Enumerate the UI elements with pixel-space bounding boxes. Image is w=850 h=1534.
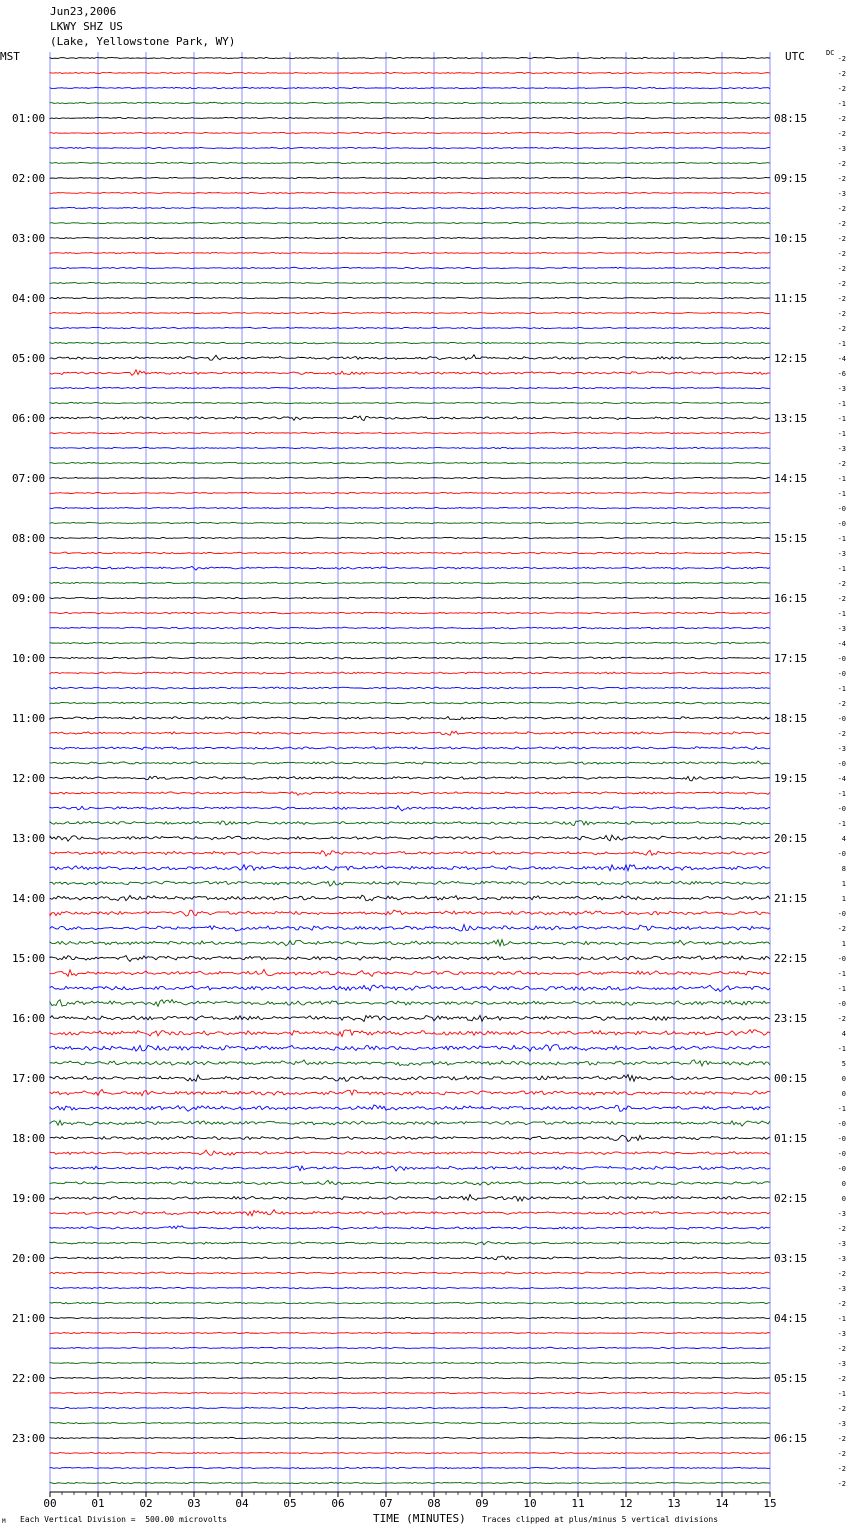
left-hour-label: 05:00 <box>12 352 46 365</box>
dc-offset-value: -2 <box>837 205 846 213</box>
x-tick-label: 08 <box>427 1497 441 1510</box>
dc-offset-value: -2 <box>837 310 846 318</box>
dc-offset-value: -2 <box>837 280 846 288</box>
left-hour-label: 22:00 <box>12 1372 46 1385</box>
dc-offset-value: -4 <box>837 775 846 783</box>
dc-offset-value: 0 <box>841 1090 846 1098</box>
left-hour-label: 16:00 <box>12 1012 46 1025</box>
left-hour-label: 18:00 <box>12 1132 46 1145</box>
trace-line <box>50 761 770 764</box>
x-tick-label: 00 <box>43 1497 57 1510</box>
trace-line <box>50 1317 770 1318</box>
dc-offset-value: -1 <box>837 340 846 348</box>
left-hour-label: 14:00 <box>12 892 46 905</box>
chart-date: Jun23,2006 <box>50 5 117 18</box>
dc-offset-value: -2 <box>837 295 846 303</box>
dc-offset-value: -2 <box>837 460 846 468</box>
dc-offset-value: -2 <box>837 1300 846 1308</box>
trace-line <box>50 1362 770 1363</box>
trace-line <box>50 1377 770 1378</box>
dc-offset-value: -3 <box>837 745 846 753</box>
trace-line <box>50 462 770 463</box>
trace-line <box>50 776 770 780</box>
left-hour-label: 03:00 <box>12 232 46 245</box>
x-tick-label: 13 <box>667 1497 681 1510</box>
trace-line <box>50 1226 770 1229</box>
trace-line <box>50 1452 770 1453</box>
right-hour-label: 05:15 <box>774 1372 808 1385</box>
trace-line <box>50 1272 770 1274</box>
trace-line <box>50 355 770 360</box>
trace-line <box>50 207 770 208</box>
x-tick-label: 15 <box>763 1497 777 1510</box>
dc-offset-value: -1 <box>837 400 846 408</box>
trace-line <box>50 1090 770 1096</box>
right-hour-label: 15:15 <box>774 532 808 545</box>
left-hour-label: 13:00 <box>12 832 46 845</box>
dc-offset-value: -1 <box>837 100 846 108</box>
left-hour-label: 02:00 <box>12 172 46 185</box>
right-hour-label: 02:15 <box>774 1192 808 1205</box>
right-hour-label: 00:15 <box>774 1072 808 1085</box>
dc-offset-value: -1 <box>837 985 846 993</box>
trace-line <box>50 432 770 433</box>
trace-line <box>50 1150 770 1155</box>
dc-offset-value: 1 <box>841 895 846 903</box>
x-tick-label: 06 <box>331 1497 345 1510</box>
left-hour-label: 19:00 <box>12 1192 46 1205</box>
x-tick-label: 05 <box>283 1497 297 1510</box>
x-tick-label: 09 <box>475 1497 489 1510</box>
dc-offset-value: -1 <box>837 565 846 573</box>
dc-offset-value: -3 <box>837 1330 846 1338</box>
dc-offset-value: -1 <box>837 415 846 423</box>
left-hour-label: 23:00 <box>12 1432 46 1445</box>
trace-line <box>50 792 770 796</box>
trace-line <box>50 1075 770 1082</box>
dc-offset-value: -2 <box>837 1270 846 1278</box>
x-tick-label: 03 <box>187 1497 201 1510</box>
trace-line <box>50 881 770 886</box>
trace-line <box>50 1287 770 1289</box>
right-hour-label: 03:15 <box>774 1252 808 1265</box>
dc-offset-value: -2 <box>837 1480 846 1488</box>
trace-line <box>50 956 770 962</box>
dc-offset-value: 0 <box>841 1075 846 1083</box>
dc-offset-value: -3 <box>837 190 846 198</box>
dc-offset-value: -3 <box>837 385 846 393</box>
trace-line <box>50 192 770 193</box>
right-hour-label: 08:15 <box>774 112 808 125</box>
trace-line <box>50 940 770 946</box>
trace-line <box>50 970 770 977</box>
left-timezone-label: MST <box>0 50 20 63</box>
dc-offset-value: 1 <box>841 940 846 948</box>
trace-line <box>50 1195 770 1201</box>
right-timezone-label: UTC <box>785 50 805 63</box>
dc-offset-value: -2 <box>837 160 846 168</box>
trace-line <box>50 850 770 856</box>
x-tick-label: 01 <box>91 1497 105 1510</box>
trace-line <box>50 282 770 283</box>
left-hour-label: 15:00 <box>12 952 46 965</box>
dc-offset-value: -0 <box>837 805 846 813</box>
trace-line <box>50 1347 770 1348</box>
dc-offset-value: -2 <box>837 580 846 588</box>
trace-line <box>50 1392 770 1393</box>
dc-offset-value: -0 <box>837 520 846 528</box>
x-tick-label: 10 <box>523 1497 537 1510</box>
dc-offset-value: -3 <box>837 1240 846 1248</box>
trace-line <box>50 492 770 493</box>
trace-line <box>50 747 770 750</box>
right-hour-label: 10:15 <box>774 232 808 245</box>
dc-offset-value: -1 <box>837 430 846 438</box>
trace-line <box>50 657 770 659</box>
dc-offset-value: -4 <box>837 355 846 363</box>
trace-line <box>50 57 770 58</box>
corner-mark: M <box>2 1518 6 1525</box>
left-hour-label: 04:00 <box>12 292 46 305</box>
trace-line <box>50 821 770 826</box>
right-hour-label: 18:15 <box>774 712 808 725</box>
trace-line <box>50 1422 770 1423</box>
dc-offset-value: -1 <box>837 1045 846 1053</box>
x-axis-title: TIME (MINUTES) <box>373 1512 466 1525</box>
trace-line <box>50 566 770 570</box>
right-hour-label: 09:15 <box>774 172 808 185</box>
trace-line <box>50 687 770 689</box>
dc-offset-value: -1 <box>837 820 846 828</box>
dc-offset-value: -0 <box>837 910 846 918</box>
dc-offset-value: -2 <box>837 55 846 63</box>
dc-offset-value: -3 <box>837 1210 846 1218</box>
dc-offset-value: -2 <box>837 265 846 273</box>
left-hour-label: 06:00 <box>12 412 46 425</box>
trace-line <box>50 1407 770 1408</box>
trace-line <box>50 87 770 88</box>
x-tick-label: 04 <box>235 1497 249 1510</box>
trace-line <box>50 1015 770 1021</box>
left-hour-label: 17:00 <box>12 1072 46 1085</box>
trace-line <box>50 147 770 148</box>
dc-offset-value: -0 <box>837 655 846 663</box>
trace-line <box>50 297 770 298</box>
dc-offset-value: -2 <box>837 730 846 738</box>
dc-offset-value: -1 <box>837 490 846 498</box>
dc-offset-value: 0 <box>841 1180 846 1188</box>
trace-line <box>50 910 770 916</box>
trace-line <box>50 387 770 388</box>
right-hour-label: 13:15 <box>774 412 808 425</box>
dc-offset-value: -2 <box>837 925 846 933</box>
trace-line <box>50 1000 770 1007</box>
dc-offset-value: -2 <box>837 1375 846 1383</box>
trace-line <box>50 177 770 178</box>
trace-line <box>50 402 770 403</box>
trace-line <box>50 806 770 811</box>
trace-line <box>50 1482 770 1483</box>
trace-line <box>50 507 770 508</box>
trace-line <box>50 267 770 268</box>
dc-offset-value: -3 <box>837 625 846 633</box>
trace-line <box>50 252 770 253</box>
trace-line <box>50 342 770 344</box>
x-tick-label: 12 <box>619 1497 633 1510</box>
right-hour-label: 22:15 <box>774 952 808 965</box>
dc-offset-value: -0 <box>837 715 846 723</box>
dc-offset-value: -1 <box>837 685 846 693</box>
dc-offset-value: -2 <box>837 700 846 708</box>
x-tick-label: 14 <box>715 1497 729 1510</box>
trace-line <box>50 447 770 448</box>
trace-line <box>50 552 770 554</box>
dc-offset-header: DC <box>826 49 835 57</box>
trace-line <box>50 1030 770 1037</box>
trace-line <box>50 1332 770 1333</box>
trace-line <box>50 312 770 313</box>
right-hour-label: 06:15 <box>774 1432 808 1445</box>
trace-line <box>50 1437 770 1438</box>
trace-line <box>50 327 770 328</box>
trace-line <box>50 1467 770 1468</box>
trace-line <box>50 1120 770 1126</box>
trace-line <box>50 72 770 73</box>
dc-offset-value: -1 <box>837 1105 846 1113</box>
dc-offset-value: -2 <box>837 130 846 138</box>
left-hour-label: 20:00 <box>12 1252 46 1265</box>
dc-offset-value: -1 <box>837 475 846 483</box>
left-hour-label: 10:00 <box>12 652 46 665</box>
left-hour-label: 07:00 <box>12 472 46 485</box>
trace-line <box>50 102 770 103</box>
left-hour-label: 11:00 <box>12 712 46 725</box>
trace-line <box>50 222 770 223</box>
trace-line <box>50 702 770 704</box>
station-code: LKWY SHZ US <box>50 20 123 33</box>
trace-line <box>50 1180 770 1185</box>
right-hour-label: 19:15 <box>774 772 808 785</box>
trace-line <box>50 835 770 841</box>
dc-offset-value: -0 <box>837 1165 846 1173</box>
left-hour-label: 09:00 <box>12 592 46 605</box>
right-hour-label: 21:15 <box>774 892 808 905</box>
right-hour-label: 12:15 <box>774 352 808 365</box>
left-hour-label: 01:00 <box>12 112 46 125</box>
dc-offset-value: -2 <box>837 1345 846 1353</box>
right-hour-label: 04:15 <box>774 1312 808 1325</box>
dc-offset-value: -3 <box>837 445 846 453</box>
dc-offset-value: -0 <box>837 505 846 513</box>
dc-offset-value: 4 <box>841 835 846 843</box>
dc-offset-value: -3 <box>837 1285 846 1293</box>
trace-line <box>50 582 770 583</box>
right-hour-label: 11:15 <box>774 292 808 305</box>
trace-line <box>50 1256 770 1260</box>
dc-offset-value: -1 <box>837 610 846 618</box>
dc-offset-value: -1 <box>837 535 846 543</box>
dc-offset-value: 4 <box>841 1030 846 1038</box>
trace-line <box>50 642 770 644</box>
trace-line <box>50 1166 770 1171</box>
right-hour-label: 17:15 <box>774 652 808 665</box>
trace-line <box>50 925 770 932</box>
trace-line <box>50 416 770 421</box>
trace-line <box>50 162 770 163</box>
x-tick-label: 11 <box>571 1497 585 1510</box>
dc-offset-value: -2 <box>837 1405 846 1413</box>
dc-offset-value: -3 <box>837 1420 846 1428</box>
trace-line <box>50 672 770 674</box>
trace-line <box>50 731 770 735</box>
trace-line <box>50 1060 770 1066</box>
dc-offset-value: -0 <box>837 670 846 678</box>
dc-offset-value: -2 <box>837 220 846 228</box>
trace-line <box>50 1045 770 1052</box>
clip-note: Traces clipped at plus/minus 5 vertical divisions <box>482 1515 719 1524</box>
dc-offset-value: -0 <box>837 1150 846 1158</box>
dc-offset-value: -2 <box>837 325 846 333</box>
dc-offset-value: -2 <box>837 1450 846 1458</box>
trace-line <box>50 1135 770 1141</box>
trace-line <box>50 132 770 133</box>
dc-offset-value: -1 <box>837 790 846 798</box>
dc-offset-value: -1 <box>837 1315 846 1323</box>
dc-offset-value: -6 <box>837 370 846 378</box>
trace-line <box>50 717 770 720</box>
dc-offset-value: 5 <box>841 1060 846 1068</box>
dc-offset-value: 1 <box>841 880 846 888</box>
dc-offset-value: -2 <box>837 85 846 93</box>
dc-offset-value: -2 <box>837 1015 846 1023</box>
dc-offset-value: -0 <box>837 955 846 963</box>
dc-offset-value: -0 <box>837 760 846 768</box>
trace-line <box>50 985 770 991</box>
dc-offset-value: -2 <box>837 115 846 123</box>
trace-line <box>50 1241 770 1244</box>
right-hour-label: 16:15 <box>774 592 808 605</box>
dc-offset-value: 0 <box>841 1195 846 1203</box>
dc-offset-value: -2 <box>837 1465 846 1473</box>
trace-line <box>50 597 770 599</box>
trace-line <box>50 522 770 523</box>
trace-line <box>50 370 770 376</box>
dc-offset-value: -0 <box>837 850 846 858</box>
right-hour-label: 20:15 <box>774 832 808 845</box>
left-hour-label: 08:00 <box>12 532 46 545</box>
trace-line <box>50 1105 770 1111</box>
x-tick-label: 07 <box>379 1497 393 1510</box>
dc-offset-value: -1 <box>837 970 846 978</box>
trace-line <box>50 477 770 478</box>
trace-line <box>50 612 770 614</box>
scale-note: Each Vertical Division = 500.00 microvolts <box>20 1515 228 1524</box>
dc-offset-value: 8 <box>841 865 846 873</box>
dc-offset-value: -2 <box>837 595 846 603</box>
trace-line <box>50 1210 770 1216</box>
dc-offset-value: -3 <box>837 1255 846 1263</box>
trace-line <box>50 627 770 629</box>
dc-offset-value: -2 <box>837 1225 846 1233</box>
right-hour-label: 01:15 <box>774 1132 808 1145</box>
trace-line <box>50 865 770 871</box>
dc-offset-value: -0 <box>837 1135 846 1143</box>
dc-offset-value: -2 <box>837 1435 846 1443</box>
x-tick-label: 02 <box>139 1497 153 1510</box>
dc-offset-value: -0 <box>837 1120 846 1128</box>
dc-offset-value: -2 <box>837 70 846 78</box>
dc-offset-value: -1 <box>837 1390 846 1398</box>
left-hour-label: 12:00 <box>12 772 46 785</box>
dc-offset-value: -2 <box>837 175 846 183</box>
dc-offset-value: -2 <box>837 250 846 258</box>
dc-offset-value: -0 <box>837 1000 846 1008</box>
dc-offset-value: -3 <box>837 550 846 558</box>
dc-offset-value: -3 <box>837 145 846 153</box>
dc-offset-value: -4 <box>837 640 846 648</box>
trace-line <box>50 895 770 900</box>
trace-line <box>50 117 770 118</box>
dc-offset-value: -2 <box>837 235 846 243</box>
right-hour-label: 23:15 <box>774 1012 808 1025</box>
trace-line <box>50 537 770 538</box>
trace-line <box>50 1302 770 1304</box>
right-hour-label: 14:15 <box>774 472 808 485</box>
trace-line <box>50 237 770 238</box>
station-location: (Lake, Yellowstone Park, WY) <box>50 35 236 48</box>
dc-offset-value: -3 <box>837 1360 846 1368</box>
left-hour-label: 21:00 <box>12 1312 46 1325</box>
